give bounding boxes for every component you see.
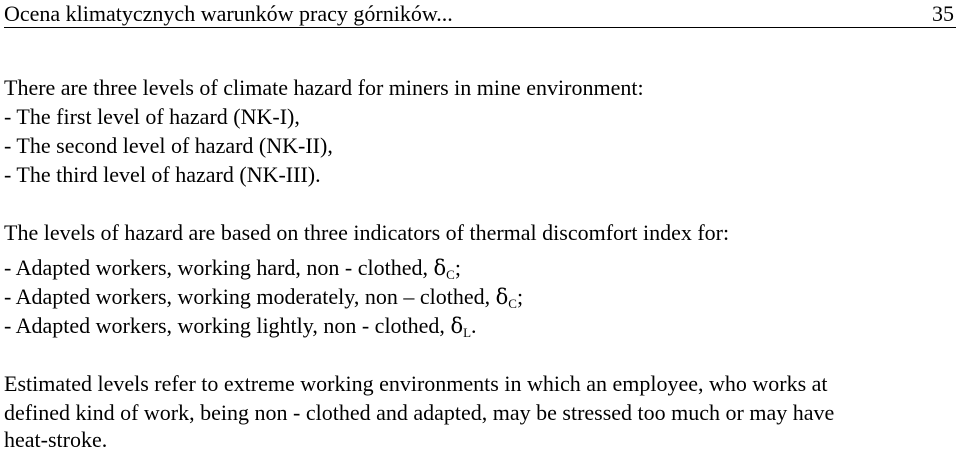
paragraph-3-line: heat-stroke. xyxy=(4,427,108,452)
page-header xyxy=(4,0,956,28)
indicator-item xyxy=(4,253,461,283)
running-title: Ocena klimatycznych warunków pracy górników... xyxy=(4,1,453,26)
page-number: 35 xyxy=(932,1,954,26)
delta-subscript: C xyxy=(446,267,455,282)
delta-subscript: L xyxy=(463,325,472,340)
paragraph-3-line: defined kind of work, being non - clothed and adapted, may be stressed too much or may have xyxy=(4,400,835,425)
delta-symbol: δ xyxy=(495,285,509,309)
indicator-text: - Adapted workers, working moderately, non – clothed, xyxy=(4,284,496,309)
delta-subscript: C xyxy=(508,296,517,311)
paragraph-1-intro: There are three levels of climate hazard for miners in mine environment: xyxy=(4,75,644,100)
indicator-end: ; xyxy=(454,255,461,280)
paragraph-2-intro: The levels of hazard are based on three indicators of thermal discomfort index for: xyxy=(4,220,730,245)
delta-symbol: δ xyxy=(450,314,464,338)
indicator-end: . xyxy=(471,313,477,338)
delta-symbol: δ xyxy=(433,256,447,280)
paragraph-3-line: Estimated levels refer to extreme working environments in which an employee, who works at xyxy=(4,371,828,396)
indicator-text: - Adapted workers, working hard, non - clothed, xyxy=(4,255,434,280)
hazard-level-item: - The second level of hazard (NK-II), xyxy=(4,133,333,158)
hazard-level-item: - The first level of hazard (NK-I), xyxy=(4,104,300,129)
hazard-level-item: - The third level of hazard (NK-III). xyxy=(4,162,321,187)
indicator-item xyxy=(4,311,477,341)
indicator-item xyxy=(4,282,523,312)
indicator-text: - Adapted workers, working lightly, non - clothed, xyxy=(4,313,451,338)
indicator-end: ; xyxy=(516,284,524,309)
